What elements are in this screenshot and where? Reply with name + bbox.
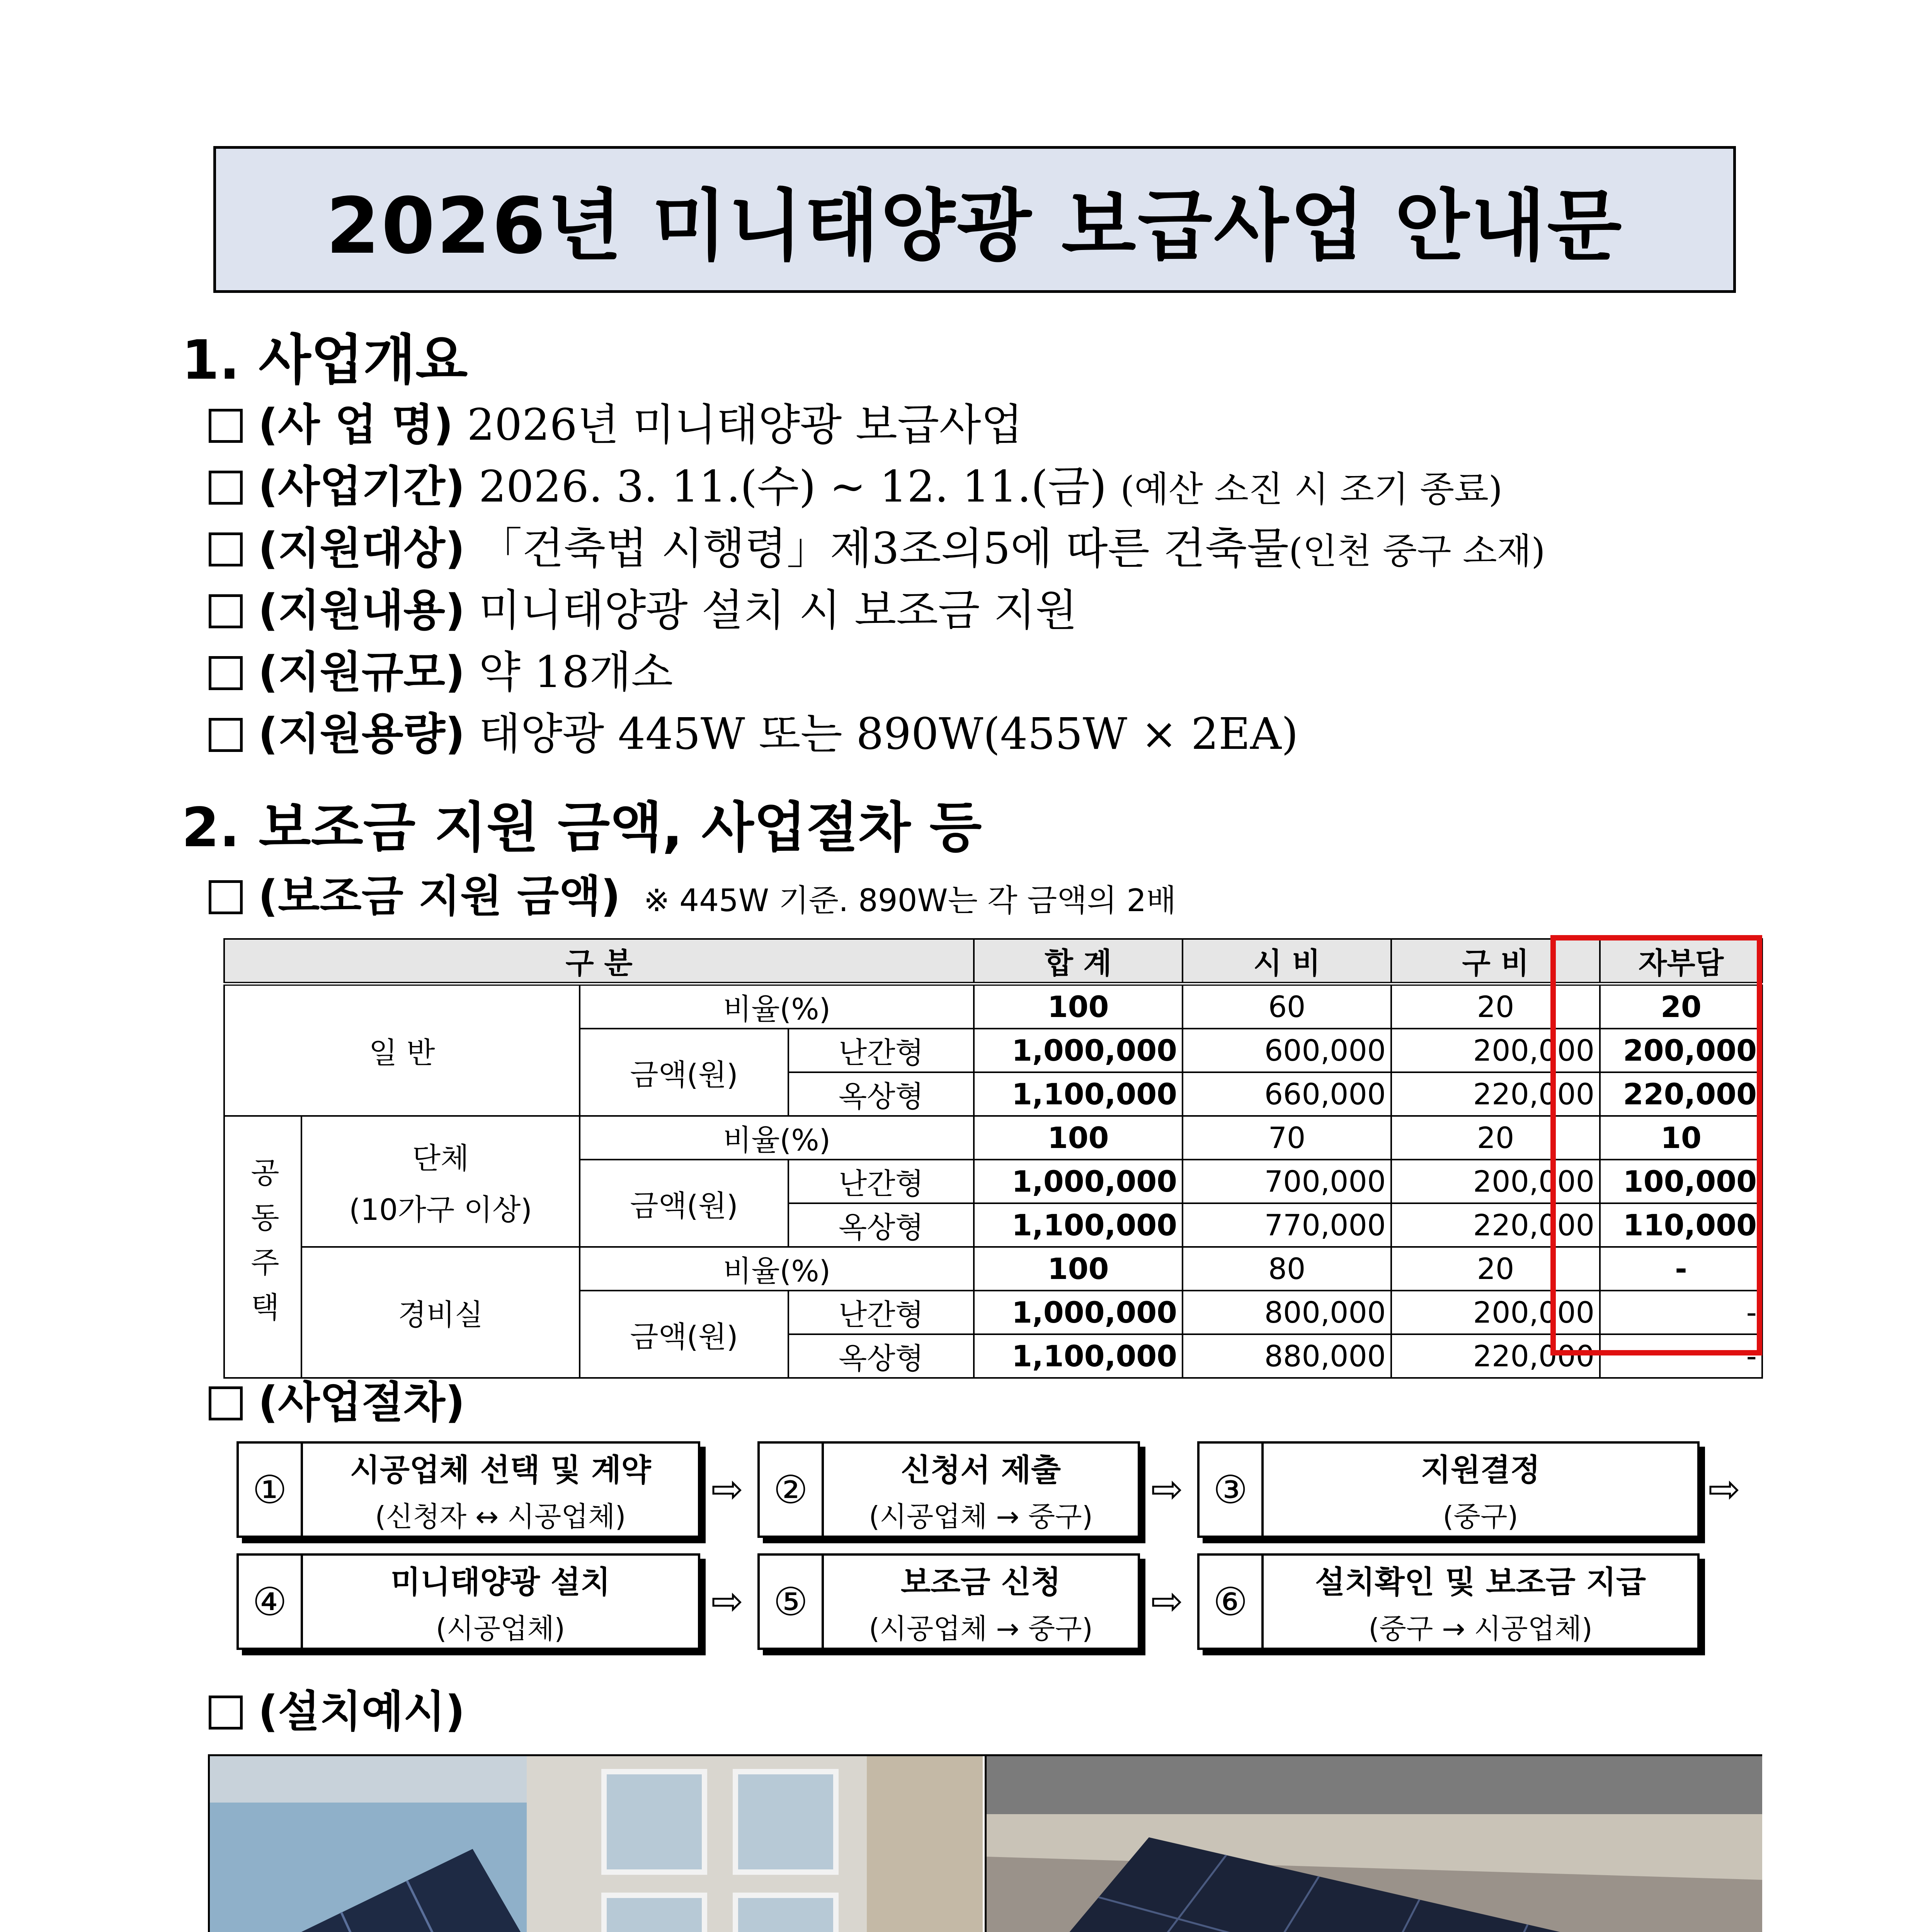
s1-item-content: (지원내용) 미니태양광 설치 시 보조금 지원	[209, 576, 1077, 638]
step-1: ① 시공업체 선택 및 계약 (신청자 ↔ 시공업체)	[237, 1441, 700, 1538]
s1-item-scale: (지원규모) 약 18개소	[209, 638, 673, 700]
step-4: ④ 미니태양광 설치 (시공업체)	[237, 1553, 700, 1650]
step-number: ⑤	[760, 1556, 824, 1648]
photo-panel	[208, 1754, 1762, 1932]
section1-heading: 1. 사업개요	[182, 329, 468, 392]
step-number: ②	[760, 1444, 824, 1536]
table-row: 금액(원) 난간형 1,000,000 600,000 200,000 200,000	[224, 1029, 1762, 1072]
arrow-right-icon: ⇨	[711, 1466, 744, 1512]
s1-item-name: (사 업 명) 2026년 미니태양광 보급사업	[209, 390, 1023, 452]
step-2: ② 신청서 제출 (시공업체 → 중구)	[757, 1441, 1140, 1538]
checkbox-icon	[209, 1696, 243, 1730]
table-row: 공동주택 단체 (10가구 이상) 비율(%) 100 70 20 10	[224, 1116, 1762, 1160]
table-header-row: 구 분 합 계 시 비 구 비 자부담	[224, 939, 1762, 984]
checkbox-icon	[209, 718, 243, 752]
table-row: 금액(원) 난간형 1,000,000 700,000 200,000 100,000	[224, 1160, 1762, 1203]
step-3: ③ 지원결정 (중구)	[1197, 1441, 1700, 1538]
section2-heading: 2. 보조금 지원 금액, 사업절차 등	[182, 796, 982, 859]
self-pay-highlight	[1550, 935, 1762, 1355]
checkbox-icon	[209, 532, 243, 566]
title-box	[213, 146, 1736, 293]
subsidy-label-line: (보조금 지원 금액) ※ 445W 기준. 890W는 각 금액의 2배	[209, 862, 1176, 924]
table-row: 금액(원) 난간형 1,000,000 800,000 200,000 -	[224, 1291, 1762, 1334]
checkbox-icon	[209, 656, 243, 690]
table-row: 경비실 비율(%) 100 80 20 -	[224, 1247, 1762, 1291]
arrow-right-icon: ⇨	[1708, 1466, 1741, 1512]
example-label-line: (설치예시)	[209, 1677, 465, 1739]
table-row: 옥상형 1,100,000 770,000 220,000 110,000	[224, 1203, 1762, 1247]
s1-item-period: (사업기간) 2026. 3. 11.(수) ~ 12. 11.(금) (예산 소진 시 조기 종료)	[209, 452, 1503, 514]
arrow-right-icon: ⇨	[1151, 1466, 1183, 1512]
step-number: ③	[1200, 1444, 1264, 1536]
photo-rooftop	[985, 1756, 1762, 1932]
table-row: 옥상형 1,100,000 880,000 220,000 -	[224, 1334, 1762, 1378]
procedure-label-line: (사업절차)	[209, 1368, 465, 1430]
s1-item-target: (지원대상) 「건축법 시행령」제3조의5에 따른 건축물(인천 중구 소재)	[209, 514, 1545, 576]
table-row: 옥상형 1,100,000 660,000 220,000 220,000	[224, 1072, 1762, 1116]
step-number: ⑥	[1200, 1556, 1264, 1648]
arrow-right-icon: ⇨	[1151, 1578, 1183, 1624]
checkbox-icon	[209, 594, 243, 628]
checkbox-icon	[209, 1386, 243, 1420]
step-number: ①	[239, 1444, 303, 1536]
subsidy-table	[223, 938, 1763, 1379]
step-5: ⑤ 보조금 신청 (시공업체 → 중구)	[757, 1553, 1140, 1650]
arrow-right-icon: ⇨	[711, 1578, 744, 1624]
checkbox-icon	[209, 471, 243, 505]
checkbox-icon	[209, 880, 243, 914]
step-6: ⑥ 설치확인 및 보조금 지급 (중구 → 시공업체)	[1197, 1553, 1700, 1650]
photo-railing	[210, 1756, 983, 1932]
table-row: 일 반 비율(%) 100 60 20 20	[224, 984, 1762, 1029]
step-number: ④	[239, 1556, 303, 1648]
s1-item-capacity: (지원용량) 태양광 445W 또는 890W(455W × 2EA)	[209, 699, 1298, 762]
page-title: 2026년 미니태양광 보급사업 안내문	[326, 181, 1623, 271]
checkbox-icon	[209, 409, 243, 443]
